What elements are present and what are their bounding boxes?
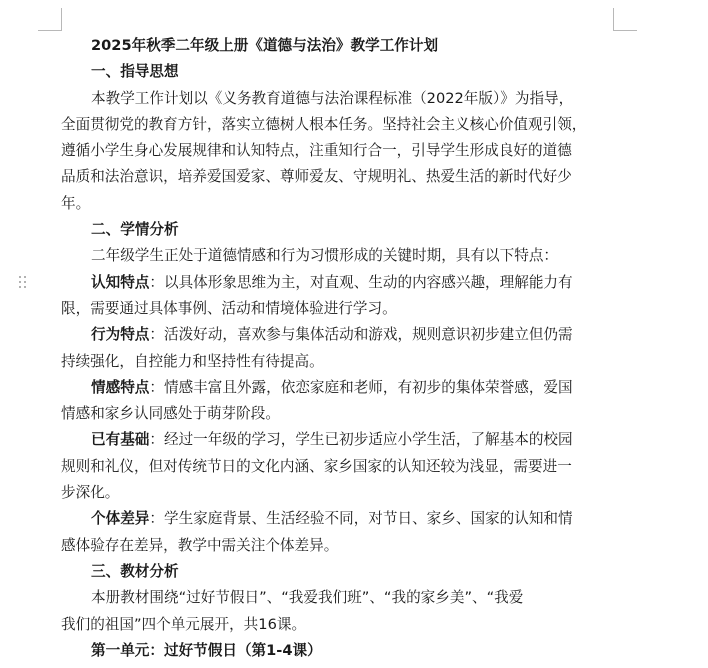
section-heading: 三、教材分析 <box>91 562 179 580</box>
section-heading: 一、指导思想 <box>91 63 179 81</box>
item-label: 情感特点 <box>91 378 150 396</box>
item-text: ：活泼好动，喜欢参与集体活动和游戏，规则意识初步建立但仍需 <box>149 326 573 344</box>
section-heading: 二、学情分析 <box>91 221 179 239</box>
paragraph-line: 年。 <box>61 194 91 212</box>
paragraph-line: 全面贯彻党的教育方针，落实立德树人根本任务。坚持社会主义核心价值观引领， <box>61 115 587 133</box>
list-item <box>61 322 621 348</box>
drag-handle-icon[interactable] <box>18 275 28 291</box>
list-item <box>61 270 621 296</box>
paragraph-line: 品质和法治意识，培养爱国爱家、尊师爱友、守规明礼、热爱生活的新时代好少 <box>61 168 572 186</box>
item-text: ：以具体形象思维为主，对直观、生动的内容感兴趣，理解能力有 <box>149 273 573 291</box>
crop-mark-top-left <box>61 8 62 31</box>
paragraph-line: 本教学工作计划以《义务教育道德与法治课程标准（2022年版）》为指导， <box>91 89 574 107</box>
list-item <box>61 427 621 453</box>
paragraph-line: 步深化。 <box>61 484 120 502</box>
paragraph-line: 本册教材围绕“过好节假日”、“我爱我们班”、“我的家乡美”、“我爱 <box>91 589 524 607</box>
crop-mark-top-right <box>613 30 637 31</box>
paragraph-line: 感体验存在差异，教学中需关注个体差异。 <box>61 536 339 554</box>
list-item <box>61 375 621 401</box>
crop-mark-top-right <box>613 8 614 31</box>
paragraph-line: 规则和礼仪，但对传统节日的文化内涵、家乡国家的认知还较为浅显，需要进一 <box>61 457 572 475</box>
item-text: ：情感丰富且外露，依恋家庭和老师，有初步的集体荣誉感，爱国 <box>149 378 573 396</box>
item-label: 个体差异 <box>91 510 150 528</box>
paragraph-line: 情感和家乡认同感处于萌芽阶段。 <box>61 405 280 423</box>
item-text: ：学生家庭背景、生活经验不同，对节日、家乡、国家的认知和情 <box>149 510 573 528</box>
crop-mark-top-left <box>38 30 62 31</box>
item-label: 认知特点 <box>91 273 150 291</box>
list-item <box>61 506 621 532</box>
item-label: 行为特点 <box>91 326 150 344</box>
paragraph-line: 持续强化，自控能力和坚持性有待提高。 <box>61 352 324 370</box>
unit-heading: 第一单元：过好节假日（第1-4课） <box>91 641 322 659</box>
paragraph-line: 二年级学生正处于道德情感和行为习惯形成的关键时期，具有以下特点： <box>91 247 559 265</box>
paragraph-line: 遵循小学生身心发展规律和认知特点，注重知行合一，引导学生形成良好的道德 <box>61 142 572 160</box>
document-body[interactable] <box>61 33 621 664</box>
paragraph-line: 我们的祖国”四个单元展开，共16课。 <box>61 615 307 633</box>
item-label: 已有基础 <box>91 431 150 449</box>
item-text: ：经过一年级的学习，学生已初步适应小学生活，了解基本的校园 <box>149 431 573 449</box>
paragraph-line: 限，需要通过具体事例、活动和情境体验进行学习。 <box>61 299 397 317</box>
document-title: 2025年秋季二年级上册《道德与法治》教学工作计划 <box>91 37 439 54</box>
